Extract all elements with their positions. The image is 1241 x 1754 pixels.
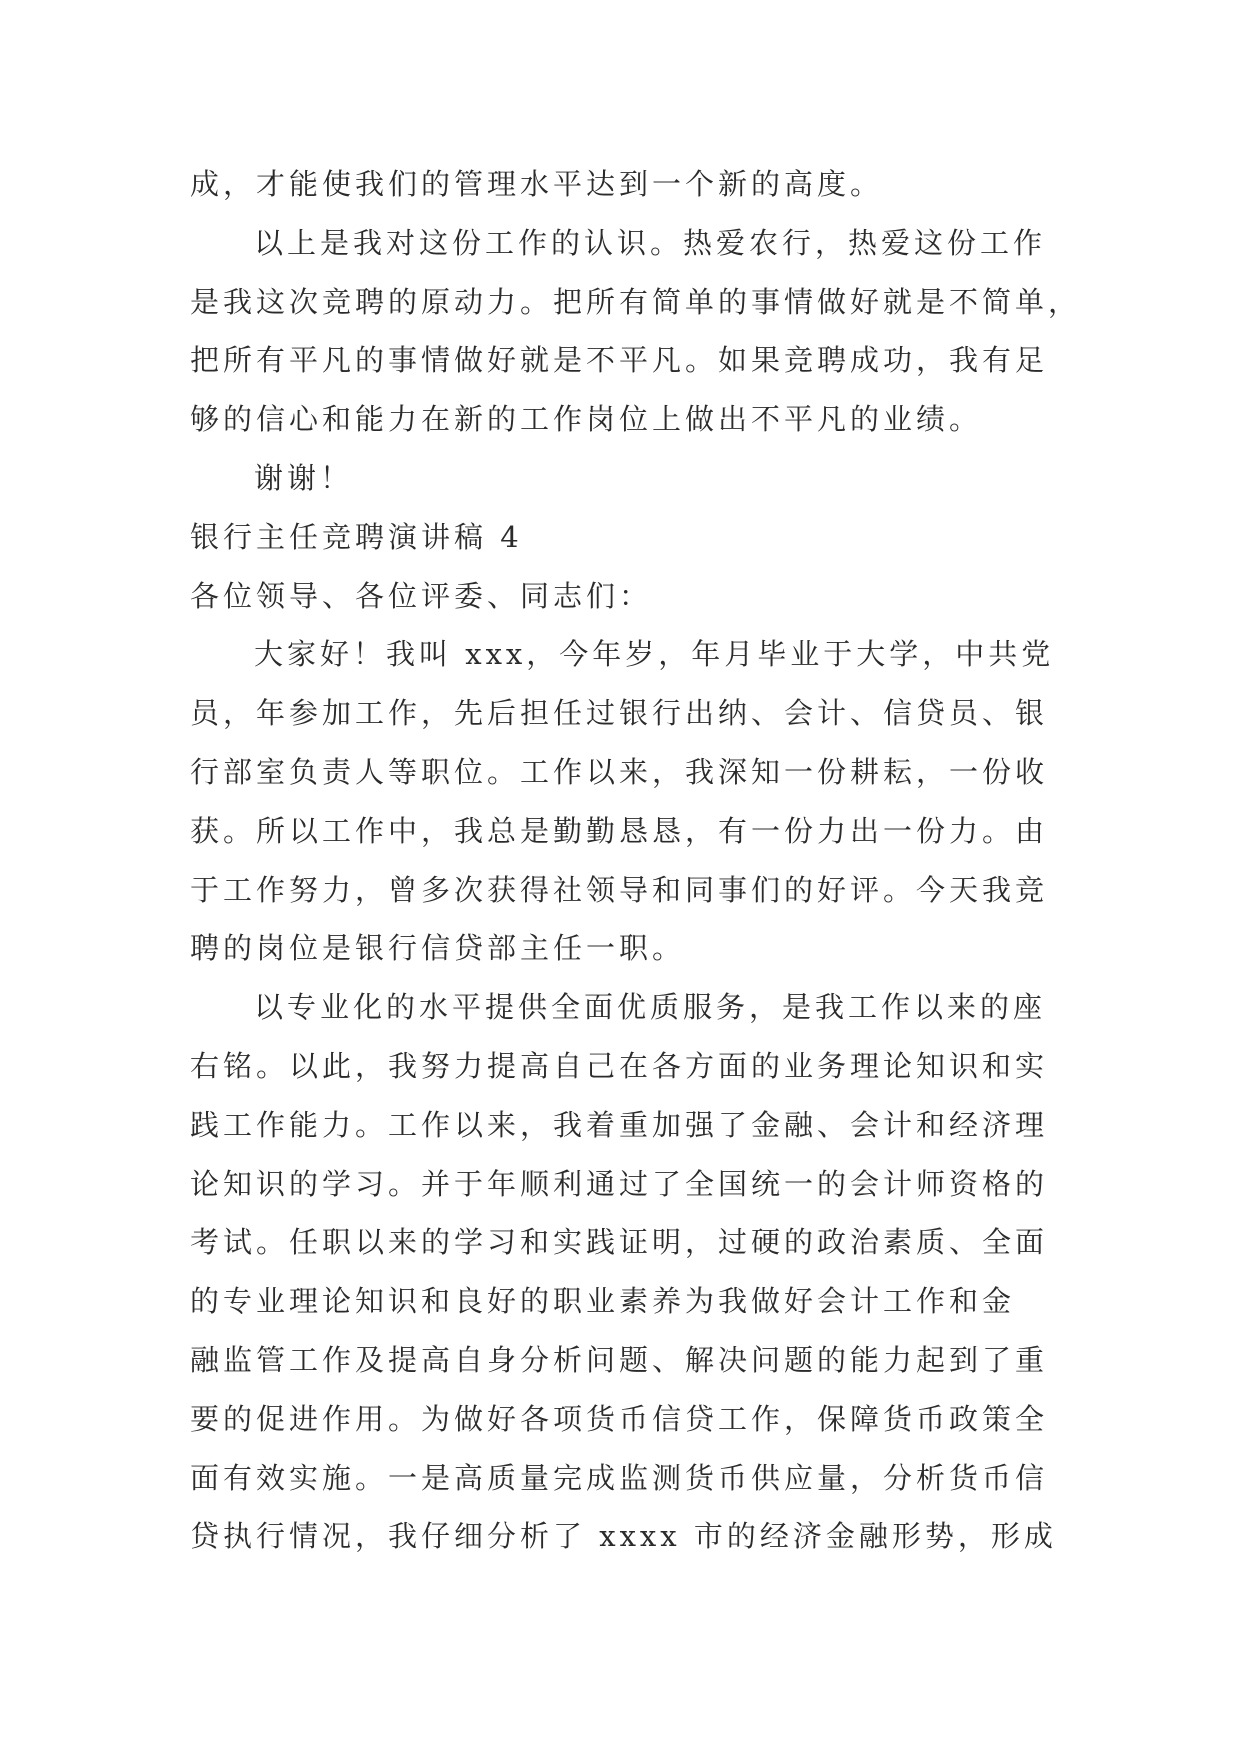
document-body xyxy=(190,155,1090,1566)
text-line: 融监管工作及提高自身分析问题、解决问题的能力起到了重 xyxy=(190,1342,1049,1377)
text-line: 要的促进作用。为做好各项货币信贷工作，保障货币政策全 xyxy=(190,1401,1049,1436)
text-line: 的专业理论知识和良好的职业素养为我做好会计工作和金 xyxy=(190,1284,1016,1319)
text-line: 行部室负责人等职位。工作以来，我深知一份耕耘，一份收 xyxy=(190,754,1049,789)
salutation-line: 各位领导、各位评委、同志们： xyxy=(190,578,653,613)
text-line: 右铭。以此，我努力提高自己在各方面的业务理论知识和实 xyxy=(190,1048,1049,1083)
text-line: 够的信心和能力在新的工作岗位上做出不平凡的业绩。 xyxy=(190,402,983,437)
text-line: 于工作努力，曾多次获得社领导和同事们的好评。今天我竞 xyxy=(190,872,1049,907)
text-line: 贷执行情况，我仔细分析了 xxxx 市的经济金融形势，形成 xyxy=(190,1519,1057,1554)
text-line: 是我这次竞聘的原动力。把所有简单的事情做好就是不简单， xyxy=(190,284,1082,319)
text-line: 聘的岗位是银行信贷部主任一职。 xyxy=(190,931,686,966)
text-line: 成，才能使我们的管理水平达到一个新的高度。 xyxy=(190,167,884,201)
section-title: 银行主任竞聘演讲稿 4 xyxy=(190,519,523,554)
text-line: 把所有平凡的事情做好就是不平凡。如果竞聘成功，我有足 xyxy=(190,343,1049,378)
text-line: 面有效实施。一是高质量完成监测货币供应量，分析货币信 xyxy=(190,1460,1049,1495)
text-line: 获。所以工作中，我总是勤勤恳恳，有一份力出一份力。由 xyxy=(190,813,1049,848)
thanks-line: 谢谢！ xyxy=(254,460,354,495)
paragraph-start-line: 大家好！我叫 xxx，今年岁，年月毕业于大学，中共党 xyxy=(254,637,1055,672)
paragraph-start-line: 以上是我对这份工作的认识。热爱农行，热爱这份工作 xyxy=(254,225,1047,260)
text-line: 考试。任职以来的学习和实践证明，过硬的政治素质、全面 xyxy=(190,1225,1049,1260)
paragraph-start-line: 以专业化的水平提供全面优质服务，是我工作以来的座 xyxy=(254,990,1047,1025)
text-line: 践工作能力。工作以来，我着重加强了金融、会计和经济理 xyxy=(190,1107,1049,1142)
text-line: 论知识的学习。并于年顺利通过了全国统一的会计师资格的 xyxy=(190,1166,1049,1201)
text-line: 员，年参加工作，先后担任过银行出纳、会计、信贷员、银 xyxy=(190,696,1049,731)
